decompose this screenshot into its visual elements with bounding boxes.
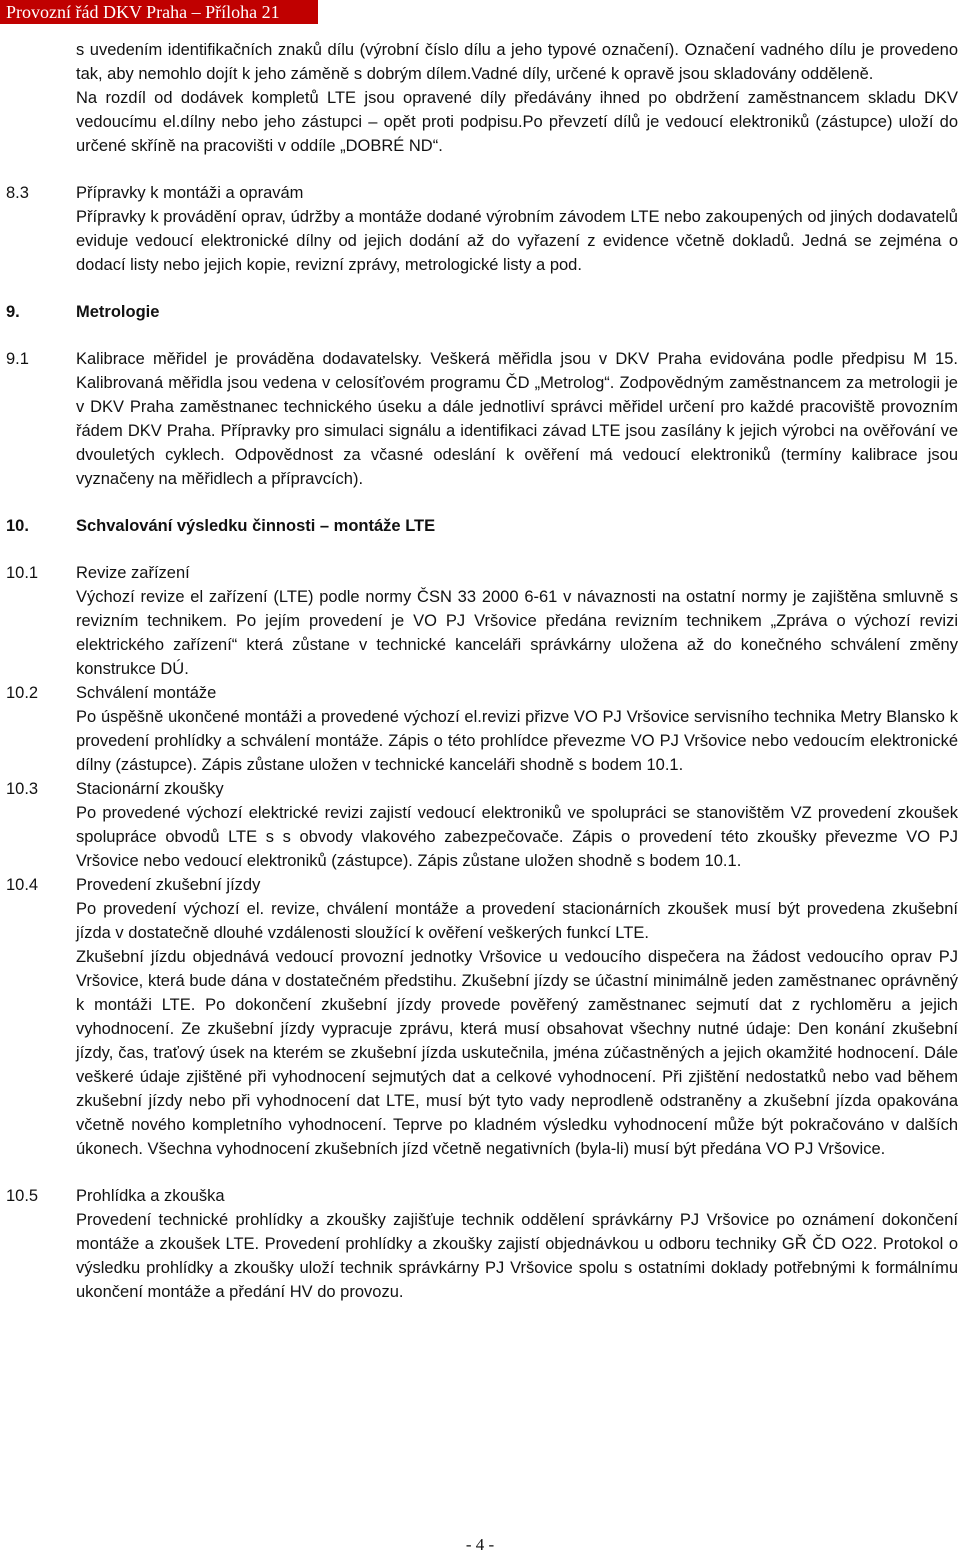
- section-number: 10.: [6, 517, 29, 535]
- section-9-heading: [6, 300, 958, 324]
- section-10-2: [6, 681, 958, 777]
- page-number: - 4 -: [465, 1535, 495, 1554]
- section-title: Metrologie: [76, 303, 160, 321]
- section-10-5: [6, 1184, 958, 1304]
- section-number: 9.1: [6, 350, 29, 368]
- section-10-3: [6, 777, 958, 873]
- section-number: 8.3: [6, 184, 29, 202]
- section-number: 9.: [6, 303, 20, 321]
- intro-block: [6, 38, 958, 158]
- section-title: Schválení montáže: [76, 684, 217, 702]
- document-body: [6, 38, 958, 1304]
- section-text: Kalibrace měřidel je prováděna dodavatelsky. Veškerá měřidla jsou v DKV Praha evidována podle předpisu M 15. Kalibrovaná měřidla jsou vedena v celosíťovém programu ČD „Metrolog“. Zodpovědným zaměstnancem za metrologii je v DKV Praha zaměstnanec technického úseku a dále jednotliví správci měřidel určení pro každé pracoviště provozním řádem DKV Praha. Přípravky pro simulaci signálu a identifikaci závad LTE jsou zasílány k jejich výrobci na ověřování ve dvouletých cyklech. Odpovědnost za včasné odeslání k ověření má vedoucí elektroniků (termíny kalibrace jsou vyznačeny na měřidlech a přípravcích).: [76, 350, 958, 488]
- section-title: Provedení zkušební jízdy: [76, 876, 261, 894]
- intro-paragraph-2: Na rozdíl od dodávek kompletů LTE jsou opravené díly předávány ihned po obdržení zaměstnancem skladu DKV vedoucímu el.dílny nebo jeho zástupci – opět proti podpisu.Po převzetí dílů je vedoucí elektroniků (zástupce) uloží do určené skříně na pracovišti v oddíle „DOBRÉ ND“.: [76, 89, 958, 155]
- page-header: Provozní řád DKV Praha – Příloha 21: [0, 0, 318, 24]
- section-text: Provedení technické prohlídky a zkoušky zajišťuje technik oddělení správkárny PJ Vršovice po oznámení dokončení montáže a zkoušek LTE. Provedení prohlídky a zkoušky zajistí objednávkou u odboru techniky GŘ ČD O22. Protokol o výsledku prohlídky a zkoušky uloží technik správkárny PJ Vršovice spolu s ostatními doklady potřebnými k formálnímu ukončení montáže a předání HV do provozu.: [76, 1211, 958, 1301]
- section-text: Výchozí revize el zařízení (LTE) podle normy ČSN 33 2000 6-61 v návaznosti na ostatní normy je zajištěna smluvně s revizním technikem. Po jejím provedení je VO PJ Vršovice předána revizním technikem „Zpráva o výchozí revizi elektrického zařízení“ která zůstane v technické kanceláři správkárny uložena až do konečného schválení změny konstrukce DÚ.: [76, 588, 958, 678]
- section-number: 10.4: [6, 876, 39, 894]
- section-8-3: [6, 181, 958, 277]
- section-text: Po úspěšně ukončené montáži a provedené výchozí el.revizi přizve VO PJ Vršovice servisního technika Metry Blansko k provedení prohlídky a schválení montáže. Zápis o této prohlídce převezme VO PJ Vršovice nebo vedoucím elektronické dílny (zástupce). Zápis zůstane uložen v technické kanceláři shodně s bodem 10.1.: [76, 708, 958, 774]
- section-text: Přípravky k provádění oprav, údržby a montáže dodané výrobním závodem LTE nebo zakoupených od jiných dodavatelů eviduje vedoucí elektronické dílny od jejich dodání až do vyřazení z evidence včetně dokladů. Jedná se zejména o dodací listy nebo jejich kopie, revizní zprávy, metrologické listy a pod.: [76, 208, 958, 274]
- intro-paragraph-1: s uvedením identifikačních znaků dílu (výrobní číslo dílu a jeho typové označení). Označení vadného dílu je provedeno tak, aby nemohlo dojít k jeho záměně s dobrým dílem.Vadné díly, určené k opravě jsou skladovány odděleně.: [76, 41, 958, 83]
- section-9-1: [6, 347, 958, 491]
- section-title: Přípravky k montáži a opravám: [76, 184, 304, 202]
- section-number: 10.1: [6, 564, 39, 582]
- section-number: 10.3: [6, 780, 39, 798]
- section-text-1: Po provedení výchozí el. revize, chválení montáže a provedení stacionárních zkoušek musí být provedena zkušební jízda v dostatečně dlouhé vzdálenosti sloužící k ověření veškerých funkcí LTE.: [76, 900, 958, 942]
- section-title: Schvalování výsledku činnosti – montáže LTE: [76, 517, 436, 535]
- section-title: Stacionární zkoušky: [76, 780, 224, 798]
- section-number: 10.2: [6, 684, 39, 702]
- section-title: Prohlídka a zkouška: [76, 1187, 225, 1205]
- section-text: Po provedené výchozí elektrické revizi zajistí vedoucí elektroniků ve spolupráci se stanovištěm VZ provedení zkoušek spolupráce obvodů LTE s s obvody vlakového zabezpečovače. Zápis o provedení této zkoušky převezme VO PJ Vršovice nebo vedoucí elektroniků (zástupce). Zápis zůstane uložen shodně s bodem 10.1.: [76, 804, 958, 870]
- section-title: Revize zařízení: [76, 564, 190, 582]
- section-10-1: [6, 561, 958, 681]
- section-10-4: [6, 873, 958, 1161]
- section-10-heading: [6, 514, 958, 538]
- section-number: 10.5: [6, 1187, 39, 1205]
- section-text-2: Zkušební jízdu objednává vedoucí provozní jednotky Vršovice u vedoucího dispečera na žádost vedoucího oprav PJ Vršovice, která bude dána v dostatečném předstihu. Zkušební jízdy se účastní minimálně jeden zaměstnanec oprávněný k montáži LTE. Po dokončení zkušební jízdy provede pověřený zaměstnanec sejmutí dat z rychloměru a jejich vyhodnocení. Ze zkušební jízdy vypracuje zprávu, která musí obsahovat všechny nutné údaje: Den konání zkušební jízdy, čas, traťový úsek na kterém se zkušební jízda uskutečnila, jména zúčastněných a jejich okamžité hodnocení. Dále veškeré údaje zjištěné při vyhodnocení sejmutých dat a celkové vyhodnocení. Při zjištění nedostatků nebo vad během zkušební jízdy nebo při vyhodnocení dat LTE, musí být tyto vady neprodleně odstraněny a zkušební jízda opakována včetně nového kompletního vyhodnocení. Teprve po kladném výsledku vyhodnocení může být pokračováno v dalších úkonech. Všechna vyhodnocení zkušebních jízd včetně negativních (byla-li) musí být předána VO PJ Vršovice.: [76, 948, 958, 1158]
